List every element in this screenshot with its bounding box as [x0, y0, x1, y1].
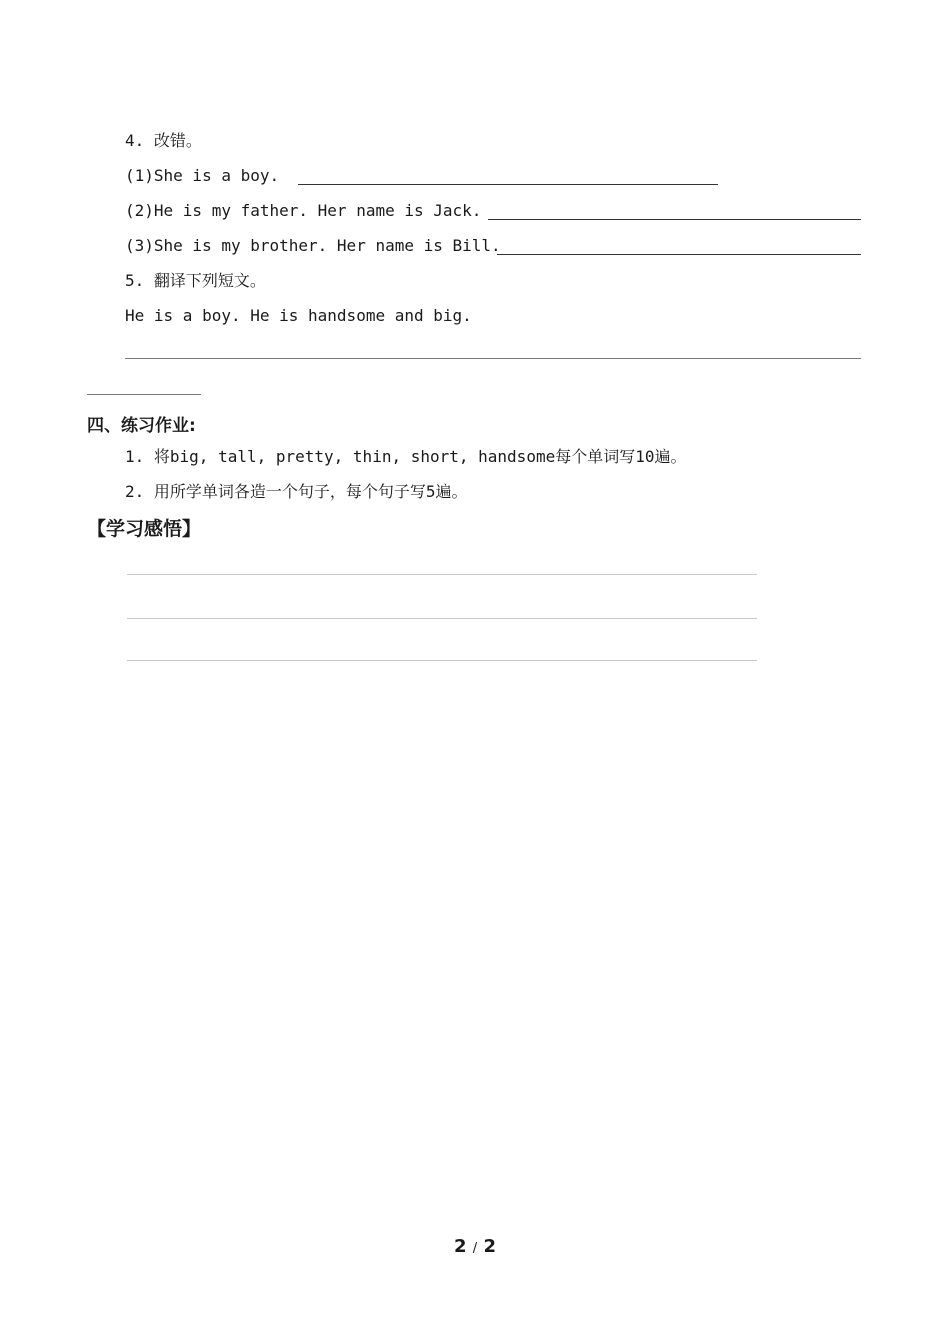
- page-number: [0, 1236, 950, 1257]
- page-total: 2: [483, 1236, 496, 1257]
- q4-item-2: (2)He is my father. Her name is Jack.: [125, 201, 482, 220]
- reflection-line-1[interactable]: [127, 574, 757, 575]
- q4-title: 4. 改错。: [125, 131, 202, 150]
- answer-line-2[interactable]: [488, 219, 861, 220]
- translation-line[interactable]: [125, 358, 861, 359]
- page-separator: /: [472, 1241, 478, 1256]
- reflection-heading: 【学习感悟】: [87, 518, 202, 540]
- answer-line-1[interactable]: [298, 184, 718, 185]
- section4-heading: 四、练习作业:: [87, 416, 196, 436]
- homework-item-1: 1. 将big, tall, pretty, thin, short, handsome每个单词写10遍。: [125, 447, 687, 466]
- reflection-line-2[interactable]: [127, 618, 757, 619]
- q4-item-3: (3)She is my brother. Her name is Bill.: [125, 236, 501, 255]
- q5-text: He is a boy. He is handsome and big.: [125, 306, 472, 325]
- reflection-line-3[interactable]: [127, 660, 757, 661]
- q5-title: 5. 翻译下列短文。: [125, 271, 266, 290]
- homework-item-2: 2. 用所学单词各造一个句子，每个句子写5遍。: [125, 482, 468, 501]
- page-current: 2: [453, 1236, 467, 1257]
- answer-line-3[interactable]: [497, 254, 861, 255]
- q4-item-1: (1)She is a boy.: [125, 166, 280, 185]
- translation-line-continued[interactable]: [87, 394, 201, 395]
